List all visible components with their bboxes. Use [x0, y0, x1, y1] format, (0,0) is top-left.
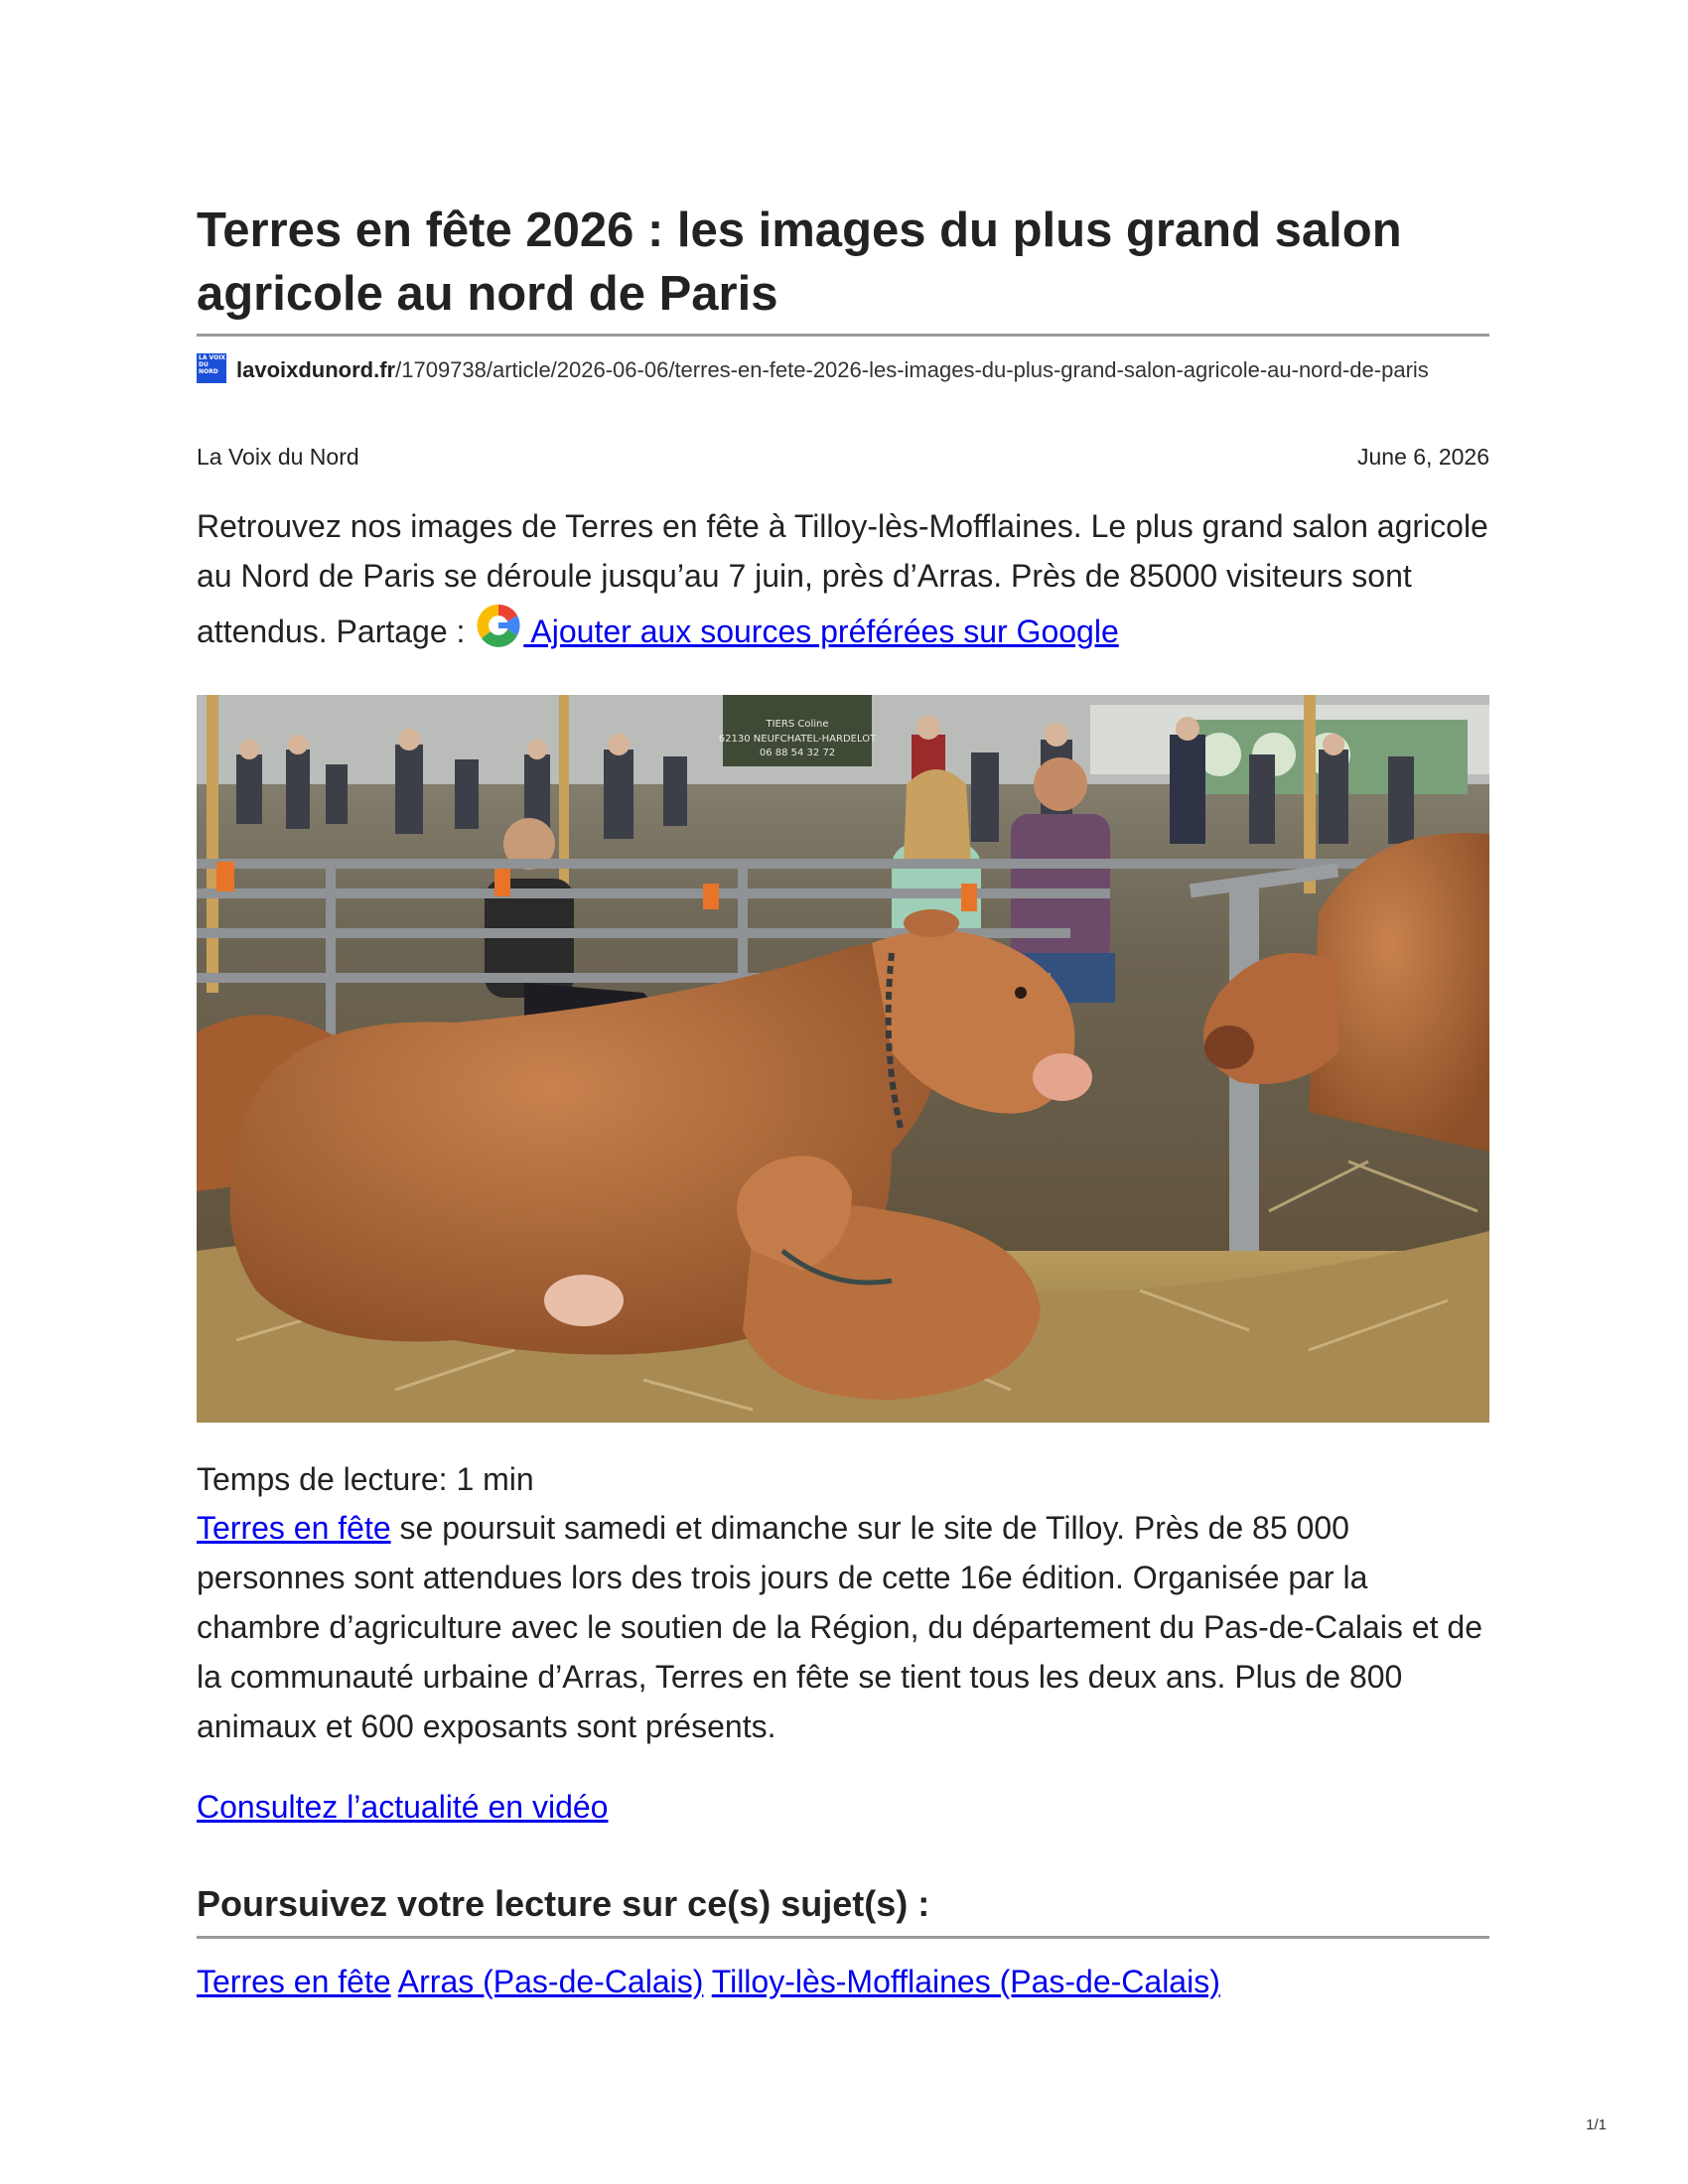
title-divider — [197, 334, 1489, 337]
topic-tags — [197, 1960, 1489, 2003]
svg-text:TIERS Coline: TIERS Coline — [766, 719, 829, 730]
svg-text:06 88 54 32 72: 06 88 54 32 72 — [759, 748, 836, 758]
article-title: Terres en fête 2026 : les images du plus grand salon agricole au nord de Paris — [197, 204, 1402, 321]
intro-text: Retrouvez nos images de Terres en fête à Tilloy-lès-Mofflaines. Le plus grand salon agricole au Nord de Paris se déroule jusqu’au 7 juin, près d’Arras. Près de 85000 visiteurs sont attendus. Partage : — [197, 508, 1488, 649]
cows-photo-illustration — [197, 695, 1489, 1423]
tag-tilloy-les-mofflaines[interactable]: Tilloy-lès-Mofflaines (Pas-de-Calais) — [711, 1964, 1220, 1999]
source-url[interactable] — [197, 353, 1489, 386]
google-logo-icon[interactable] — [474, 601, 523, 650]
article-meta — [197, 442, 1489, 472]
body-text: se poursuit samedi et dimanche sur le site de Tilloy. Près de 85 000 personnes sont attendues lors des trois jours de cette 16e édition. Organisée par la chambre d’agriculture avec le soutien de la Région, du département du Pas-de-Calais et de la communauté urbaine d’Arras, Terres en fête se tient tous les deux ans. Plus de 800 animaux et 600 exposants sont présents. — [197, 1510, 1482, 1744]
source-path: /1709738/article/2026-06-06/terres-en-fete-2026-les-images-du-plus-grand-salon-agricole-au-nord-de-paris — [395, 357, 1429, 382]
source-domain: lavoixdunord.fr — [236, 357, 396, 382]
svg-text:62130 NEUFCHATEL-HARDELOT: 62130 NEUFCHATEL-HARDELOT — [718, 734, 877, 745]
terres-en-fete-link[interactable]: Terres en fête — [197, 1510, 391, 1546]
page-number: 1/1 — [1586, 2116, 1607, 2133]
tag-terres-en-fete[interactable]: Terres en fête — [197, 1964, 391, 1999]
google-preferred-sources-link[interactable]: Ajouter aux sources préférées sur Google — [523, 614, 1119, 649]
intro-paragraph — [197, 501, 1489, 656]
tag-arras[interactable]: Arras (Pas-de-Calais) — [397, 1964, 704, 1999]
publish-date: June 6, 2026 — [1356, 444, 1489, 470]
video-paragraph — [197, 1785, 608, 1829]
la-voix-du-nord-favicon-icon: LA VOIX DU NORD — [197, 353, 226, 383]
article-photo-cows — [197, 695, 1489, 1423]
topics-heading: Poursuivez votre lecture sur ce(s) sujet(s) : — [197, 1883, 930, 1924]
body-paragraph — [197, 1503, 1489, 1751]
publisher-name: La Voix du Nord — [197, 444, 359, 470]
topics-divider — [197, 1936, 1489, 1939]
video-news-link[interactable]: Consultez l’actualité en vidéo — [197, 1789, 609, 1825]
reading-time: Temps de lecture: 1 min — [197, 1461, 534, 1497]
